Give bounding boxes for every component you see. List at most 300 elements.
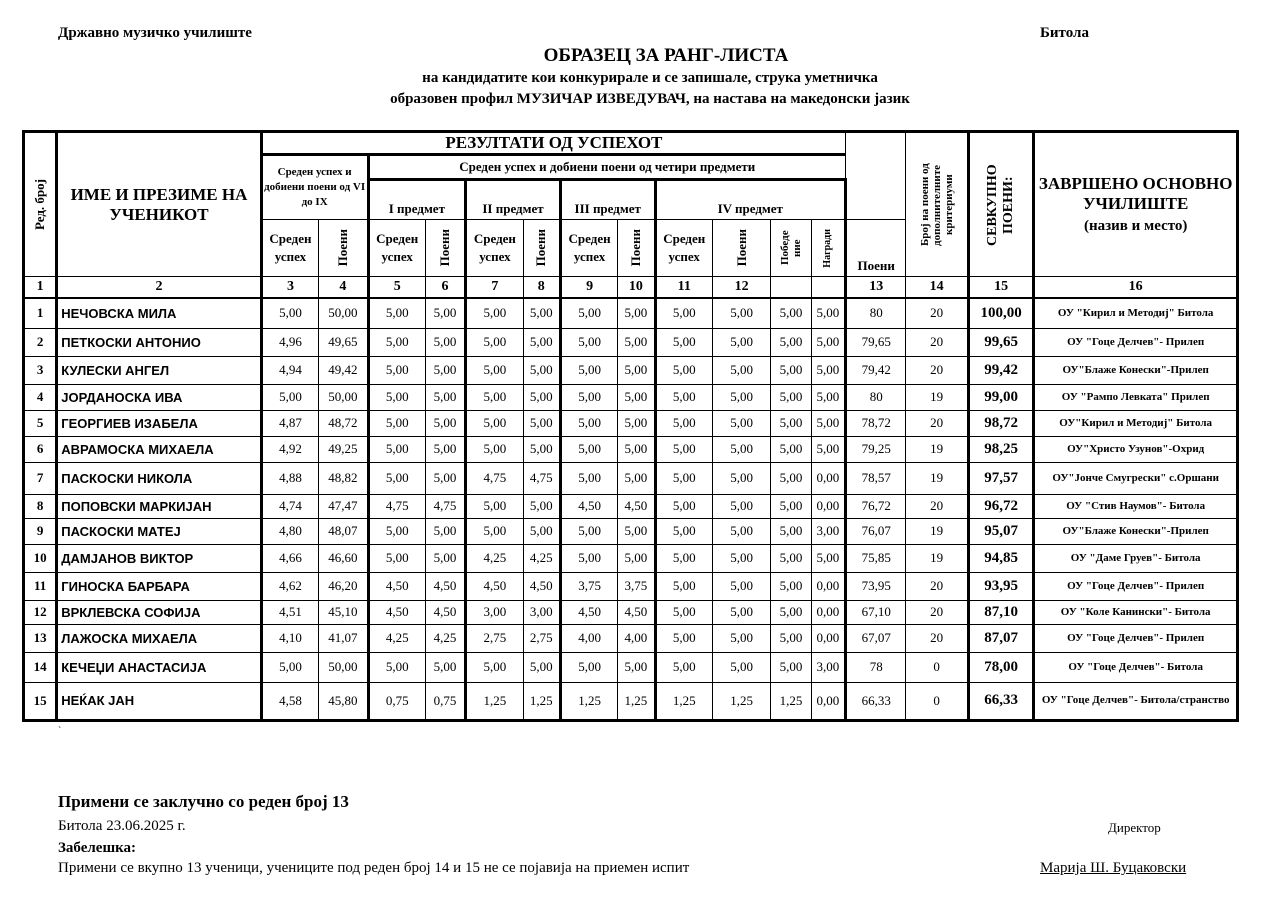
extra-points-cell: 20 — [906, 572, 968, 600]
total-points-cell: 98,72 — [968, 410, 1033, 436]
student-name-cell: ВРКЛЕВСКА СОФИЈА — [57, 600, 262, 624]
table-body — [24, 298, 1238, 720]
score-cell: 3,00 — [523, 600, 560, 624]
student-name-cell: НЕЧОВСКА МИЛА — [57, 298, 262, 328]
column-number: 15 — [968, 277, 1033, 299]
score-cell: 5,00 — [261, 384, 318, 410]
table-row — [24, 462, 1238, 494]
score-cell: 4,51 — [261, 600, 318, 624]
score-cell: 5,00 — [618, 652, 655, 682]
score-cell: 5,00 — [560, 298, 617, 328]
score-cell: 1,25 — [523, 682, 560, 720]
footer-note-label: Забелешка: — [58, 840, 137, 856]
rank-cell: 14 — [24, 652, 57, 682]
score-cell: 5,00 — [466, 436, 523, 462]
score-cell: 5,00 — [425, 410, 465, 436]
score-cell: 5,00 — [425, 298, 465, 328]
rank-cell: 8 — [24, 494, 57, 518]
column-number: 3 — [261, 277, 318, 299]
score-cell: 5,00 — [712, 384, 770, 410]
rank-cell: 1 — [24, 298, 57, 328]
score-cell: 5,00 — [655, 600, 712, 624]
header-subject-3: III предмет — [560, 180, 655, 220]
score-cell: 5,00 — [466, 410, 523, 436]
score-cell: 5,00 — [368, 544, 425, 572]
score-cell: 1,25 — [466, 682, 523, 720]
column-number: 7 — [466, 277, 523, 299]
header-points-vertical: Поени — [319, 220, 368, 277]
score-cell: 4,50 — [560, 600, 617, 624]
score-cell: 4,25 — [523, 544, 560, 572]
score-cell: 5,00 — [618, 462, 655, 494]
score-cell: 5,00 — [466, 652, 523, 682]
extra-points-cell: 20 — [906, 298, 968, 328]
score-cell: 5,00 — [466, 518, 523, 544]
header-points-blank — [845, 132, 905, 220]
student-name-cell: ПОПОВСКИ МАРКИЈАН — [57, 494, 262, 518]
score-cell: 5,00 — [618, 436, 655, 462]
score-cell: 5,00 — [811, 410, 845, 436]
score-cell: 5,00 — [655, 462, 712, 494]
score-cell: 49,25 — [319, 436, 368, 462]
school-cell: ОУ"Христо Узунов"-Охрид — [1034, 436, 1238, 462]
total-points-cell: 96,72 — [968, 494, 1033, 518]
score-cell: 5,00 — [618, 410, 655, 436]
header-name: ИМЕ И ПРЕЗИМЕ НА УЧЕНИКОТ — [57, 132, 262, 277]
rank-cell: 10 — [24, 544, 57, 572]
score-cell: 5,00 — [368, 652, 425, 682]
total-points-cell: 99,00 — [968, 384, 1033, 410]
score-cell: 50,00 — [319, 298, 368, 328]
header-points-vertical: Поени — [712, 220, 770, 277]
column-number: 9 — [560, 277, 617, 299]
student-name-cell: КУЛЕСКИ АНГЕЛ — [57, 356, 262, 384]
total-points-cell: 78,00 — [968, 652, 1033, 682]
column-number: 13 — [845, 277, 905, 299]
score-cell: 4,66 — [261, 544, 318, 572]
score-cell: 5,00 — [712, 624, 770, 652]
student-name-cell: АВРАМОСКА МИХАЕЛА — [57, 436, 262, 462]
score-cell: 5,00 — [368, 410, 425, 436]
score-cell: 0,00 — [811, 682, 845, 720]
school-cell: ОУ"Блаже Конески"-Прилеп — [1034, 518, 1238, 544]
score-cell: 5,00 — [712, 572, 770, 600]
score-cell: 5,00 — [618, 384, 655, 410]
header-results: РЕЗУЛТАТИ ОД УСПЕХОТ — [261, 132, 845, 155]
score-cell: 0,00 — [811, 494, 845, 518]
rank-cell: 5 — [24, 410, 57, 436]
score-cell: 5,00 — [712, 652, 770, 682]
score-cell: 49,65 — [319, 328, 368, 356]
school-cell: ОУ "Даме Груев"- Битола — [1034, 544, 1238, 572]
score-cell: 5,00 — [712, 298, 770, 328]
extra-points-cell: 20 — [906, 494, 968, 518]
score-cell: 4,25 — [425, 624, 465, 652]
rank-cell: 12 — [24, 600, 57, 624]
student-name-cell: ПАСКОСКИ МАТЕЈ — [57, 518, 262, 544]
rank-cell: 6 — [24, 436, 57, 462]
score-cell: 4,92 — [261, 436, 318, 462]
rank-cell: 7 — [24, 462, 57, 494]
score-cell: 1,25 — [618, 682, 655, 720]
score-cell: 5,00 — [261, 298, 318, 328]
student-name-cell: ПЕТКОСКИ АНТОНИО — [57, 328, 262, 356]
points-cell: 67,10 — [845, 600, 905, 624]
table-row — [24, 572, 1238, 600]
score-cell: 47,47 — [319, 494, 368, 518]
score-cell: 5,00 — [466, 298, 523, 328]
score-cell: 5,00 — [560, 652, 617, 682]
score-cell: 5,00 — [771, 410, 811, 436]
total-points-cell: 95,07 — [968, 518, 1033, 544]
score-cell: 5,00 — [771, 624, 811, 652]
score-cell: 0,00 — [811, 462, 845, 494]
header-subject-2: II предмет — [466, 180, 561, 220]
column-number: 16 — [1034, 277, 1238, 299]
student-name-cell: ЛАЖОСКА МИХАЕЛА — [57, 624, 262, 652]
score-cell: 5,00 — [560, 384, 617, 410]
extra-points-cell: 20 — [906, 624, 968, 652]
rank-cell: 9 — [24, 518, 57, 544]
student-name-cell: ЈОРДАНОСКА ИВА — [57, 384, 262, 410]
score-cell: 5,00 — [523, 328, 560, 356]
score-cell: 5,00 — [655, 494, 712, 518]
document-subtitle-1: на кандидатите кои конкурирале и се запишале, струка уметничка — [422, 70, 878, 86]
total-points-cell: 87,10 — [968, 600, 1033, 624]
school-cell: ОУ"Јонче Смугрески" с.Оршани — [1034, 462, 1238, 494]
table-row — [24, 436, 1238, 462]
score-cell: 5,00 — [425, 518, 465, 544]
header-avg-vi-ix: Среден успех и добиени поени од VI до IX — [261, 155, 368, 220]
score-cell: 5,00 — [368, 384, 425, 410]
score-cell: 48,07 — [319, 518, 368, 544]
header-avg: Среден успех — [655, 220, 712, 277]
table-row — [24, 410, 1238, 436]
score-cell: 4,50 — [523, 572, 560, 600]
column-number: 12 — [712, 277, 770, 299]
column-number-row — [24, 277, 1238, 299]
total-points-cell: 66,33 — [968, 682, 1033, 720]
points-cell: 78,57 — [845, 462, 905, 494]
points-cell: 67,07 — [845, 624, 905, 652]
score-cell: 5,00 — [712, 328, 770, 356]
points-cell: 79,65 — [845, 328, 905, 356]
score-cell: 5,00 — [655, 356, 712, 384]
score-cell: 4,58 — [261, 682, 318, 720]
school-cell: ОУ "Гоце Делчев"- Прилеп — [1034, 624, 1238, 652]
score-cell: 5,00 — [560, 544, 617, 572]
table-row — [24, 600, 1238, 624]
score-cell: 5,00 — [425, 652, 465, 682]
score-cell: 5,00 — [368, 462, 425, 494]
score-cell: 4,50 — [368, 572, 425, 600]
score-cell: 5,00 — [261, 652, 318, 682]
total-points-cell: 87,07 — [968, 624, 1033, 652]
header-avg: Среден успех — [368, 220, 425, 277]
score-cell: 0,00 — [811, 600, 845, 624]
score-cell: 4,00 — [618, 624, 655, 652]
student-name-cell: ПАСКОСКИ НИКОЛА — [57, 462, 262, 494]
points-cell: 76,72 — [845, 494, 905, 518]
rank-cell: 15 — [24, 682, 57, 720]
total-points-cell: 93,95 — [968, 572, 1033, 600]
score-cell: 5,00 — [425, 328, 465, 356]
score-cell: 4,50 — [425, 600, 465, 624]
header-four-subjects: Среден успех и добиени поени од четири предмети — [368, 155, 845, 180]
extra-points-cell: 0 — [906, 652, 968, 682]
rank-cell: 4 — [24, 384, 57, 410]
header-awards: Награди — [811, 220, 845, 277]
points-cell: 78 — [845, 652, 905, 682]
points-cell: 79,42 — [845, 356, 905, 384]
score-cell: 5,00 — [425, 384, 465, 410]
total-points-cell: 99,65 — [968, 328, 1033, 356]
score-cell: 5,00 — [771, 298, 811, 328]
score-cell: 5,00 — [523, 518, 560, 544]
score-cell: 4,80 — [261, 518, 318, 544]
rank-cell: 13 — [24, 624, 57, 652]
score-cell: 5,00 — [560, 518, 617, 544]
score-cell: 5,00 — [466, 356, 523, 384]
score-cell: 5,00 — [560, 462, 617, 494]
column-number: 4 — [319, 277, 368, 299]
score-cell: 5,00 — [368, 436, 425, 462]
total-points-cell: 97,57 — [968, 462, 1033, 494]
table-row — [24, 624, 1238, 652]
column-number — [771, 277, 811, 299]
score-cell: 1,25 — [560, 682, 617, 720]
school-cell: ОУ "Стив Наумов"- Битола — [1034, 494, 1238, 518]
header-points-vertical: Поени — [523, 220, 560, 277]
score-cell: 4,50 — [560, 494, 617, 518]
score-cell: 5,00 — [712, 462, 770, 494]
score-cell: 4,87 — [261, 410, 318, 436]
points-cell: 76,07 — [845, 518, 905, 544]
score-cell: 0,00 — [811, 624, 845, 652]
score-cell: 5,00 — [712, 544, 770, 572]
extra-points-cell: 19 — [906, 436, 968, 462]
footer-note: Примени се вкупно 13 ученици, учениците под реден број 14 и 15 не се појавија на приемен испит — [58, 860, 690, 876]
ranking-table — [22, 130, 1239, 722]
score-cell: 5,00 — [811, 384, 845, 410]
score-cell: 5,00 — [560, 356, 617, 384]
header-subject-4: IV предмет — [655, 180, 845, 220]
score-cell: 5,00 — [811, 544, 845, 572]
school-cell: ОУ "Рампо Левката" Прилеп — [1034, 384, 1238, 410]
header-avg: Среден успех — [466, 220, 523, 277]
table-row — [24, 328, 1238, 356]
score-cell: 4,94 — [261, 356, 318, 384]
score-cell: 5,00 — [771, 384, 811, 410]
score-cell: 4,50 — [368, 600, 425, 624]
rank-cell: 2 — [24, 328, 57, 356]
score-cell: 50,00 — [319, 652, 368, 682]
table-row — [24, 356, 1238, 384]
score-cell: 5,00 — [712, 600, 770, 624]
score-cell: 5,00 — [655, 384, 712, 410]
score-cell: 5,00 — [771, 518, 811, 544]
column-number: 6 — [425, 277, 465, 299]
score-cell: 48,72 — [319, 410, 368, 436]
score-cell: 5,00 — [771, 328, 811, 356]
score-cell: 46,60 — [319, 544, 368, 572]
score-cell: 5,00 — [655, 410, 712, 436]
column-number: 2 — [57, 277, 262, 299]
score-cell: 49,42 — [319, 356, 368, 384]
score-cell: 5,00 — [811, 436, 845, 462]
points-cell: 80 — [845, 384, 905, 410]
score-cell: 4,50 — [618, 600, 655, 624]
header-school-title: ЗАВРШЕНО ОСНОВНО УЧИЛИШТЕ — [1038, 174, 1233, 213]
points-cell: 66,33 — [845, 682, 905, 720]
school-cell: ОУ"Кирил и Методиј" Битола — [1034, 410, 1238, 436]
score-cell: 5,00 — [655, 624, 712, 652]
score-cell: 5,00 — [560, 328, 617, 356]
points-cell: 80 — [845, 298, 905, 328]
table-row — [24, 494, 1238, 518]
score-cell: 5,00 — [425, 462, 465, 494]
score-cell: 45,10 — [319, 600, 368, 624]
school-cell: ОУ "Гоце Делчев"- Битола — [1034, 652, 1238, 682]
student-name-cell: КЕЧЕЏИ АНАСТАСИЈА — [57, 652, 262, 682]
column-number: 1 — [24, 277, 57, 299]
extra-points-cell: 19 — [906, 544, 968, 572]
header-rank: Ред. број — [24, 132, 57, 277]
score-cell: 5,00 — [466, 384, 523, 410]
score-cell: 50,00 — [319, 384, 368, 410]
score-cell: 5,00 — [523, 384, 560, 410]
school-cell: ОУ"Блаже Конески"-Прилеп — [1034, 356, 1238, 384]
rank-cell: 3 — [24, 356, 57, 384]
school-cell: ОУ "Гоце Делчев"- Прилеп — [1034, 328, 1238, 356]
total-points-cell: 98,25 — [968, 436, 1033, 462]
score-cell: 5,00 — [368, 298, 425, 328]
table-row — [24, 544, 1238, 572]
document-title: ОБРАЗЕЦ ЗА РАНГ-ЛИСТА — [543, 45, 789, 66]
score-cell: 4,50 — [466, 572, 523, 600]
score-cell: 5,00 — [523, 298, 560, 328]
column-number: 8 — [523, 277, 560, 299]
score-cell: 4,88 — [261, 462, 318, 494]
score-cell: 1,25 — [771, 682, 811, 720]
score-cell: 0,00 — [811, 572, 845, 600]
score-cell: 5,00 — [712, 436, 770, 462]
extra-points-cell: 20 — [906, 600, 968, 624]
footer-director-label: Директор — [1108, 820, 1161, 835]
header-victories: Победе ние — [771, 220, 811, 277]
score-cell: 5,00 — [560, 436, 617, 462]
total-points-cell: 94,85 — [968, 544, 1033, 572]
score-cell: 4,10 — [261, 624, 318, 652]
column-number: 14 — [906, 277, 968, 299]
header-total: СЕВКУПНО ПОЕНИ: — [968, 132, 1033, 277]
score-cell: 5,00 — [771, 600, 811, 624]
score-cell: 5,00 — [618, 298, 655, 328]
extra-points-cell: 19 — [906, 462, 968, 494]
table-row — [24, 682, 1238, 720]
score-cell: 5,00 — [771, 356, 811, 384]
score-cell: 5,00 — [466, 494, 523, 518]
score-cell: 4,00 — [560, 624, 617, 652]
column-number — [811, 277, 845, 299]
score-cell: 5,00 — [523, 494, 560, 518]
header-avg: Среден успех — [560, 220, 617, 277]
school-cell: ОУ "Коле Канински"- Битола — [1034, 600, 1238, 624]
score-cell: 5,00 — [523, 410, 560, 436]
score-cell: 5,00 — [712, 518, 770, 544]
points-cell: 75,85 — [845, 544, 905, 572]
score-cell: 4,25 — [368, 624, 425, 652]
score-cell: 5,00 — [523, 436, 560, 462]
score-cell: 3,00 — [811, 652, 845, 682]
score-cell: 41,07 — [319, 624, 368, 652]
score-cell: 5,00 — [811, 328, 845, 356]
header-points-vertical: Поени — [618, 220, 655, 277]
score-cell: 45,80 — [319, 682, 368, 720]
score-cell: 3,75 — [618, 572, 655, 600]
header-points-vertical: Поени — [425, 220, 465, 277]
table-row — [24, 518, 1238, 544]
footer-signature: Марија Ш. Буцаковски — [1040, 860, 1187, 876]
score-cell: 4,75 — [466, 462, 523, 494]
score-cell: 5,00 — [655, 652, 712, 682]
score-cell: 0,75 — [425, 682, 465, 720]
score-cell: 4,96 — [261, 328, 318, 356]
score-cell: 5,00 — [655, 436, 712, 462]
student-name-cell: ДАМЈАНОВ ВИКТОР — [57, 544, 262, 572]
score-cell: 5,00 — [712, 356, 770, 384]
score-cell: 5,00 — [523, 356, 560, 384]
extra-points-cell: 0 — [906, 682, 968, 720]
score-cell: 0,75 — [368, 682, 425, 720]
school-name: Државно музичко училиште — [58, 25, 252, 41]
score-cell: 3,75 — [560, 572, 617, 600]
score-cell: 5,00 — [655, 572, 712, 600]
score-cell: 4,62 — [261, 572, 318, 600]
extra-points-cell: 20 — [906, 328, 968, 356]
school-cell: ОУ "Кирил и Методиј" Битола — [1034, 298, 1238, 328]
extra-points-cell: 20 — [906, 410, 968, 436]
score-cell: 5,00 — [618, 544, 655, 572]
score-cell: 5,00 — [368, 356, 425, 384]
footer-date: Битола 23.06.2025 г. — [58, 818, 186, 834]
header-school-subtitle: (назив и место) — [1083, 218, 1188, 234]
score-cell: 5,00 — [618, 328, 655, 356]
score-cell: 5,00 — [368, 328, 425, 356]
score-cell: 5,00 — [618, 518, 655, 544]
stray-mark: ` — [58, 726, 62, 737]
column-number: 5 — [368, 277, 425, 299]
table-row — [24, 652, 1238, 682]
score-cell: 5,00 — [655, 298, 712, 328]
extra-points-cell: 20 — [906, 356, 968, 384]
score-cell: 4,25 — [466, 544, 523, 572]
score-cell: 5,00 — [771, 462, 811, 494]
score-cell: 4,75 — [425, 494, 465, 518]
rank-cell: 11 — [24, 572, 57, 600]
score-cell: 5,00 — [655, 328, 712, 356]
score-cell: 4,50 — [425, 572, 465, 600]
score-cell: 5,00 — [523, 652, 560, 682]
score-cell: 3,00 — [811, 518, 845, 544]
score-cell: 5,00 — [425, 544, 465, 572]
score-cell: 5,00 — [771, 436, 811, 462]
score-cell: 48,82 — [319, 462, 368, 494]
student-name-cell: ГЕОРГИЕВ ИЗАБЕЛА — [57, 410, 262, 436]
column-number: 11 — [655, 277, 712, 299]
score-cell: 5,00 — [466, 328, 523, 356]
header-school — [1034, 132, 1238, 277]
